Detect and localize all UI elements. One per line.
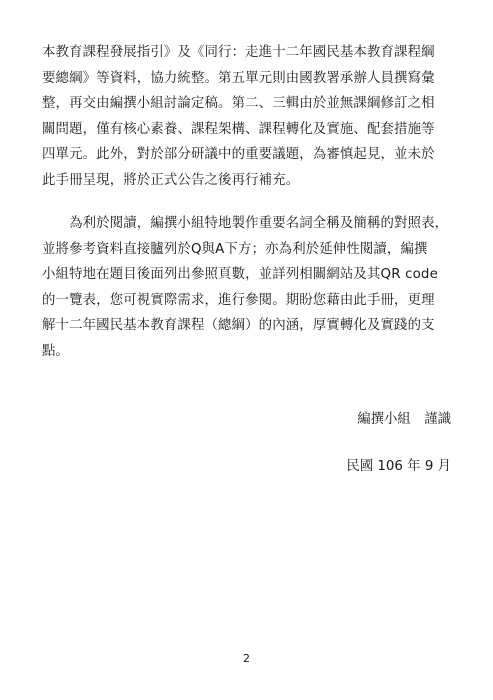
page-number: 2 bbox=[243, 652, 250, 665]
paragraph-line: 並將參考資料直接臚列於Q與A下方；亦為利於延伸性閱讀，編撰 bbox=[42, 241, 428, 257]
paragraph-line: 整，再交由編撰小組討論定稿。第二、三輯由於並無課綱修訂之相 bbox=[42, 96, 435, 111]
paragraph-line: 要總綱》等資料，協力統整。第五單元則由國教署承辦人員撰寫彙 bbox=[42, 70, 435, 86]
body-paragraph-2 bbox=[42, 211, 452, 364]
body-paragraph-1 bbox=[42, 40, 452, 193]
paragraph-line: 的一覽表，您可視實際需求，進行參閱。期盼您藉由此手冊，更理 bbox=[42, 292, 435, 308]
paragraph-line: 為利於閱讀，編撰小組特地製作重要名詞全稱及簡稱的對照表， bbox=[42, 216, 449, 231]
paragraph-line: 點。 bbox=[42, 343, 70, 359]
paragraph-line: 本教育課程發展指引》及《同行：走進十二年國民基本教育課程綱 bbox=[42, 45, 435, 60]
paragraph-line: 四單元。此外，對於部分研議中的重要議題，為審慎起見，並未於 bbox=[42, 147, 435, 162]
date-line: 民國 106 年 9 月 bbox=[346, 459, 451, 474]
paragraph-line: 小組特地在題目後面列出參照頁數，並詳列相關網站及其QR code bbox=[42, 267, 438, 282]
paragraph-line: 此手冊呈現，將於正式公告之後再行補充。 bbox=[42, 172, 300, 188]
paragraph-line: 解十二年國民基本教育課程（總綱）的內涵，厚實轉化及實踐的支 bbox=[42, 318, 435, 333]
paragraph-line: 關問題，僅有核心素養、課程架構、課程轉化及實施、配套措施等 bbox=[42, 121, 435, 137]
signature: 編撰小組 謹識 bbox=[357, 412, 451, 427]
